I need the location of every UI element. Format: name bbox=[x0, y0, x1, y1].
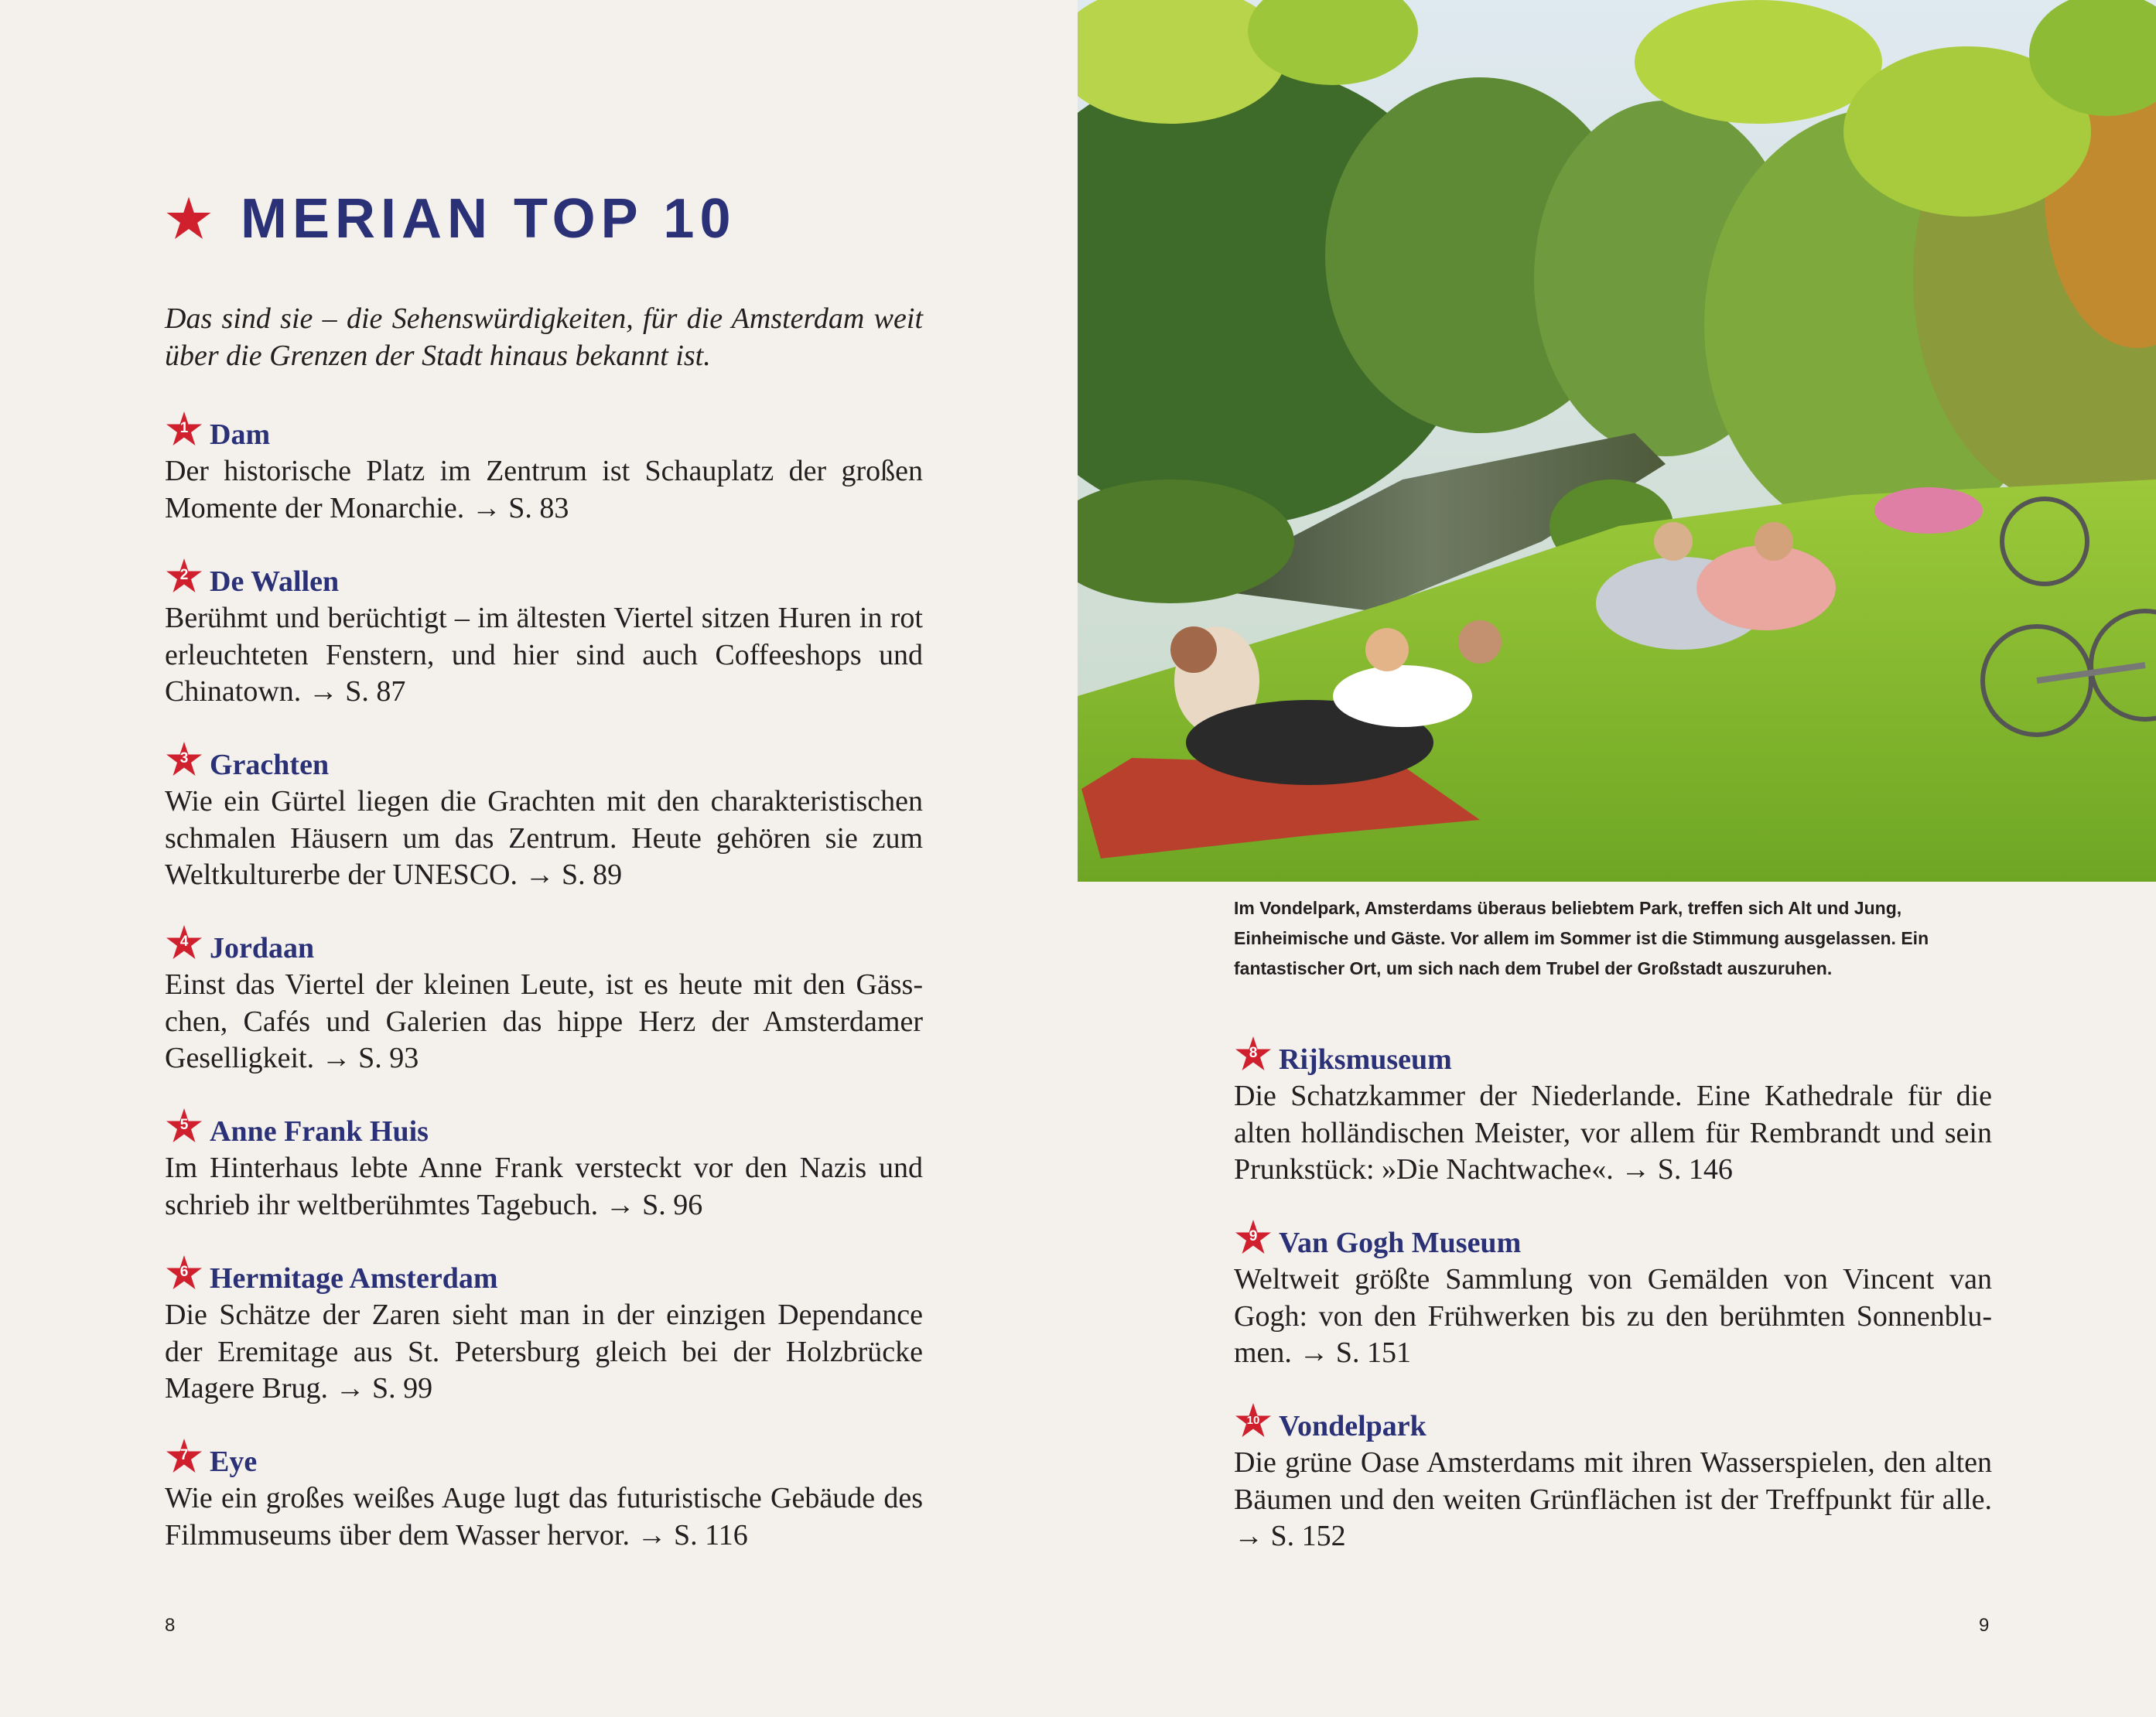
entry-name: De Wallen bbox=[210, 565, 340, 598]
numbered-star-icon: 6 bbox=[165, 1254, 203, 1292]
page-number-left: 8 bbox=[165, 1615, 176, 1636]
photo-caption: Im Vondelpark, Amsterdams überaus beliebtem Park, treffen sich Alt und Jung, Einheimische und Gäste. Vor allem im Sommer ist die Stimmung ausgelassen. Ein fantastischer Ort, um sich nach dem Trubel der Großstadt auszuruhen. bbox=[1234, 898, 1929, 978]
entry-name: Vondelpark bbox=[1279, 1410, 1427, 1442]
entry-text: Die Schatzkammer der Niederlande. Eine Kathedrale für die alten holländischen Meister, vor allem für Rembrandt und sein Prunkstück: »Die Nachtwache«. → S. 146 bbox=[1234, 1080, 1992, 1186]
entry-name: Eye bbox=[210, 1446, 258, 1478]
entry-text: Berühmt und berüchtigt – im ältesten Viertel sitzen Huren in rot erleuchteten Fenstern, und hier sind auch Coffeeshops und Chinatown. → S. 87 bbox=[165, 602, 923, 708]
entry-name: Grachten bbox=[210, 749, 330, 781]
page-title bbox=[165, 184, 736, 254]
top-entry-3 bbox=[165, 737, 923, 894]
numbered-star-icon: 9 bbox=[1234, 1218, 1273, 1257]
numbered-star-icon: 7 bbox=[165, 1437, 203, 1476]
numbered-star-icon: 2 bbox=[165, 557, 203, 596]
title-text: MERIAN TOP 10 bbox=[241, 188, 736, 250]
page-number-right: 9 bbox=[1979, 1615, 1990, 1636]
numbered-star-icon: 5 bbox=[165, 1107, 203, 1145]
entry-name: Hermitage Amsterdam bbox=[210, 1262, 498, 1295]
numbered-star-icon: 1 bbox=[165, 410, 203, 449]
entry-name: Rijksmuseum bbox=[1279, 1043, 1452, 1076]
entry-name: Jordaan bbox=[210, 932, 315, 964]
intro-text: Das sind sie – die Sehenswürdigkeiten, für die Amsterdam weit über die Grenzen der Stadt hinaus bekannt ist. bbox=[165, 302, 923, 372]
entry-text: Weltweit größte Sammlung von Gemälden von Vincent van Gogh: von den Frühwerken bis zu den berühmten Sonnenblumen. → S. 151 bbox=[1234, 1263, 1992, 1369]
numbered-star-icon: 3 bbox=[165, 740, 203, 779]
vondelpark-photo bbox=[1078, 0, 2156, 882]
entry-text: Wie ein Gürtel liegen die Grachten mit den charakteristischen schmalen Häusern um das Zentrum. Heute gehören sie zum Weltkulturerbe der UNESCO. → S. 89 bbox=[165, 785, 923, 891]
numbered-star-icon: 8 bbox=[1234, 1035, 1273, 1074]
entry-name: Anne Frank Huis bbox=[210, 1115, 429, 1148]
top-entry-1 bbox=[165, 407, 923, 527]
entry-text: Der historische Platz im Zentrum ist Schauplatz der großen Momente der Monarchie. → S. 83 bbox=[165, 455, 923, 524]
top-entry-9 bbox=[1234, 1215, 1992, 1372]
top-entry-2 bbox=[165, 554, 923, 711]
right-page bbox=[1078, 0, 2156, 1717]
entry-name: Van Gogh Museum bbox=[1279, 1227, 1522, 1259]
numbered-star-icon: 4 bbox=[165, 923, 203, 962]
star-icon bbox=[165, 195, 213, 243]
entry-text: Im Hinterhaus lebte Anne Frank versteckt vor den Nazis und schrieb ihr weltberühmtes Tagebuch. → S. 96 bbox=[165, 1152, 923, 1221]
top-entry-5 bbox=[165, 1104, 923, 1224]
entry-name: Dam bbox=[210, 418, 271, 451]
top-entry-6 bbox=[165, 1251, 923, 1408]
top-entry-4 bbox=[165, 920, 923, 1077]
entry-text: Die Schätze der Zaren sieht man in der einzigen Dependance der Eremitage aus St. Petersburg gleich bei der Holzbrücke Magere Brug. → S. 99 bbox=[165, 1299, 923, 1405]
entry-text: Einst das Viertel der kleinen Leute, ist es heute mit den Gässchen, Cafés und Galerien das hippe Herz der Amsterdamer Geselligkeit. → S. 93 bbox=[165, 968, 923, 1074]
numbered-star-icon: 10 bbox=[1234, 1401, 1273, 1440]
top-entry-8 bbox=[1234, 1032, 1992, 1189]
entry-text: Wie ein großes weißes Auge lugt das futuristische Gebäude des Filmmuseums über dem Wasser hervor. → S. 116 bbox=[165, 1482, 923, 1551]
top-entry-10 bbox=[1234, 1398, 1992, 1555]
entry-text: Die grüne Oase Amsterdams mit ihren Wasserspielen, den alten Bäumen und den weiten Grünflächen ist der Treffpunkt für alle. → S. 152 bbox=[1234, 1446, 1992, 1552]
top-entry-7 bbox=[165, 1434, 923, 1554]
